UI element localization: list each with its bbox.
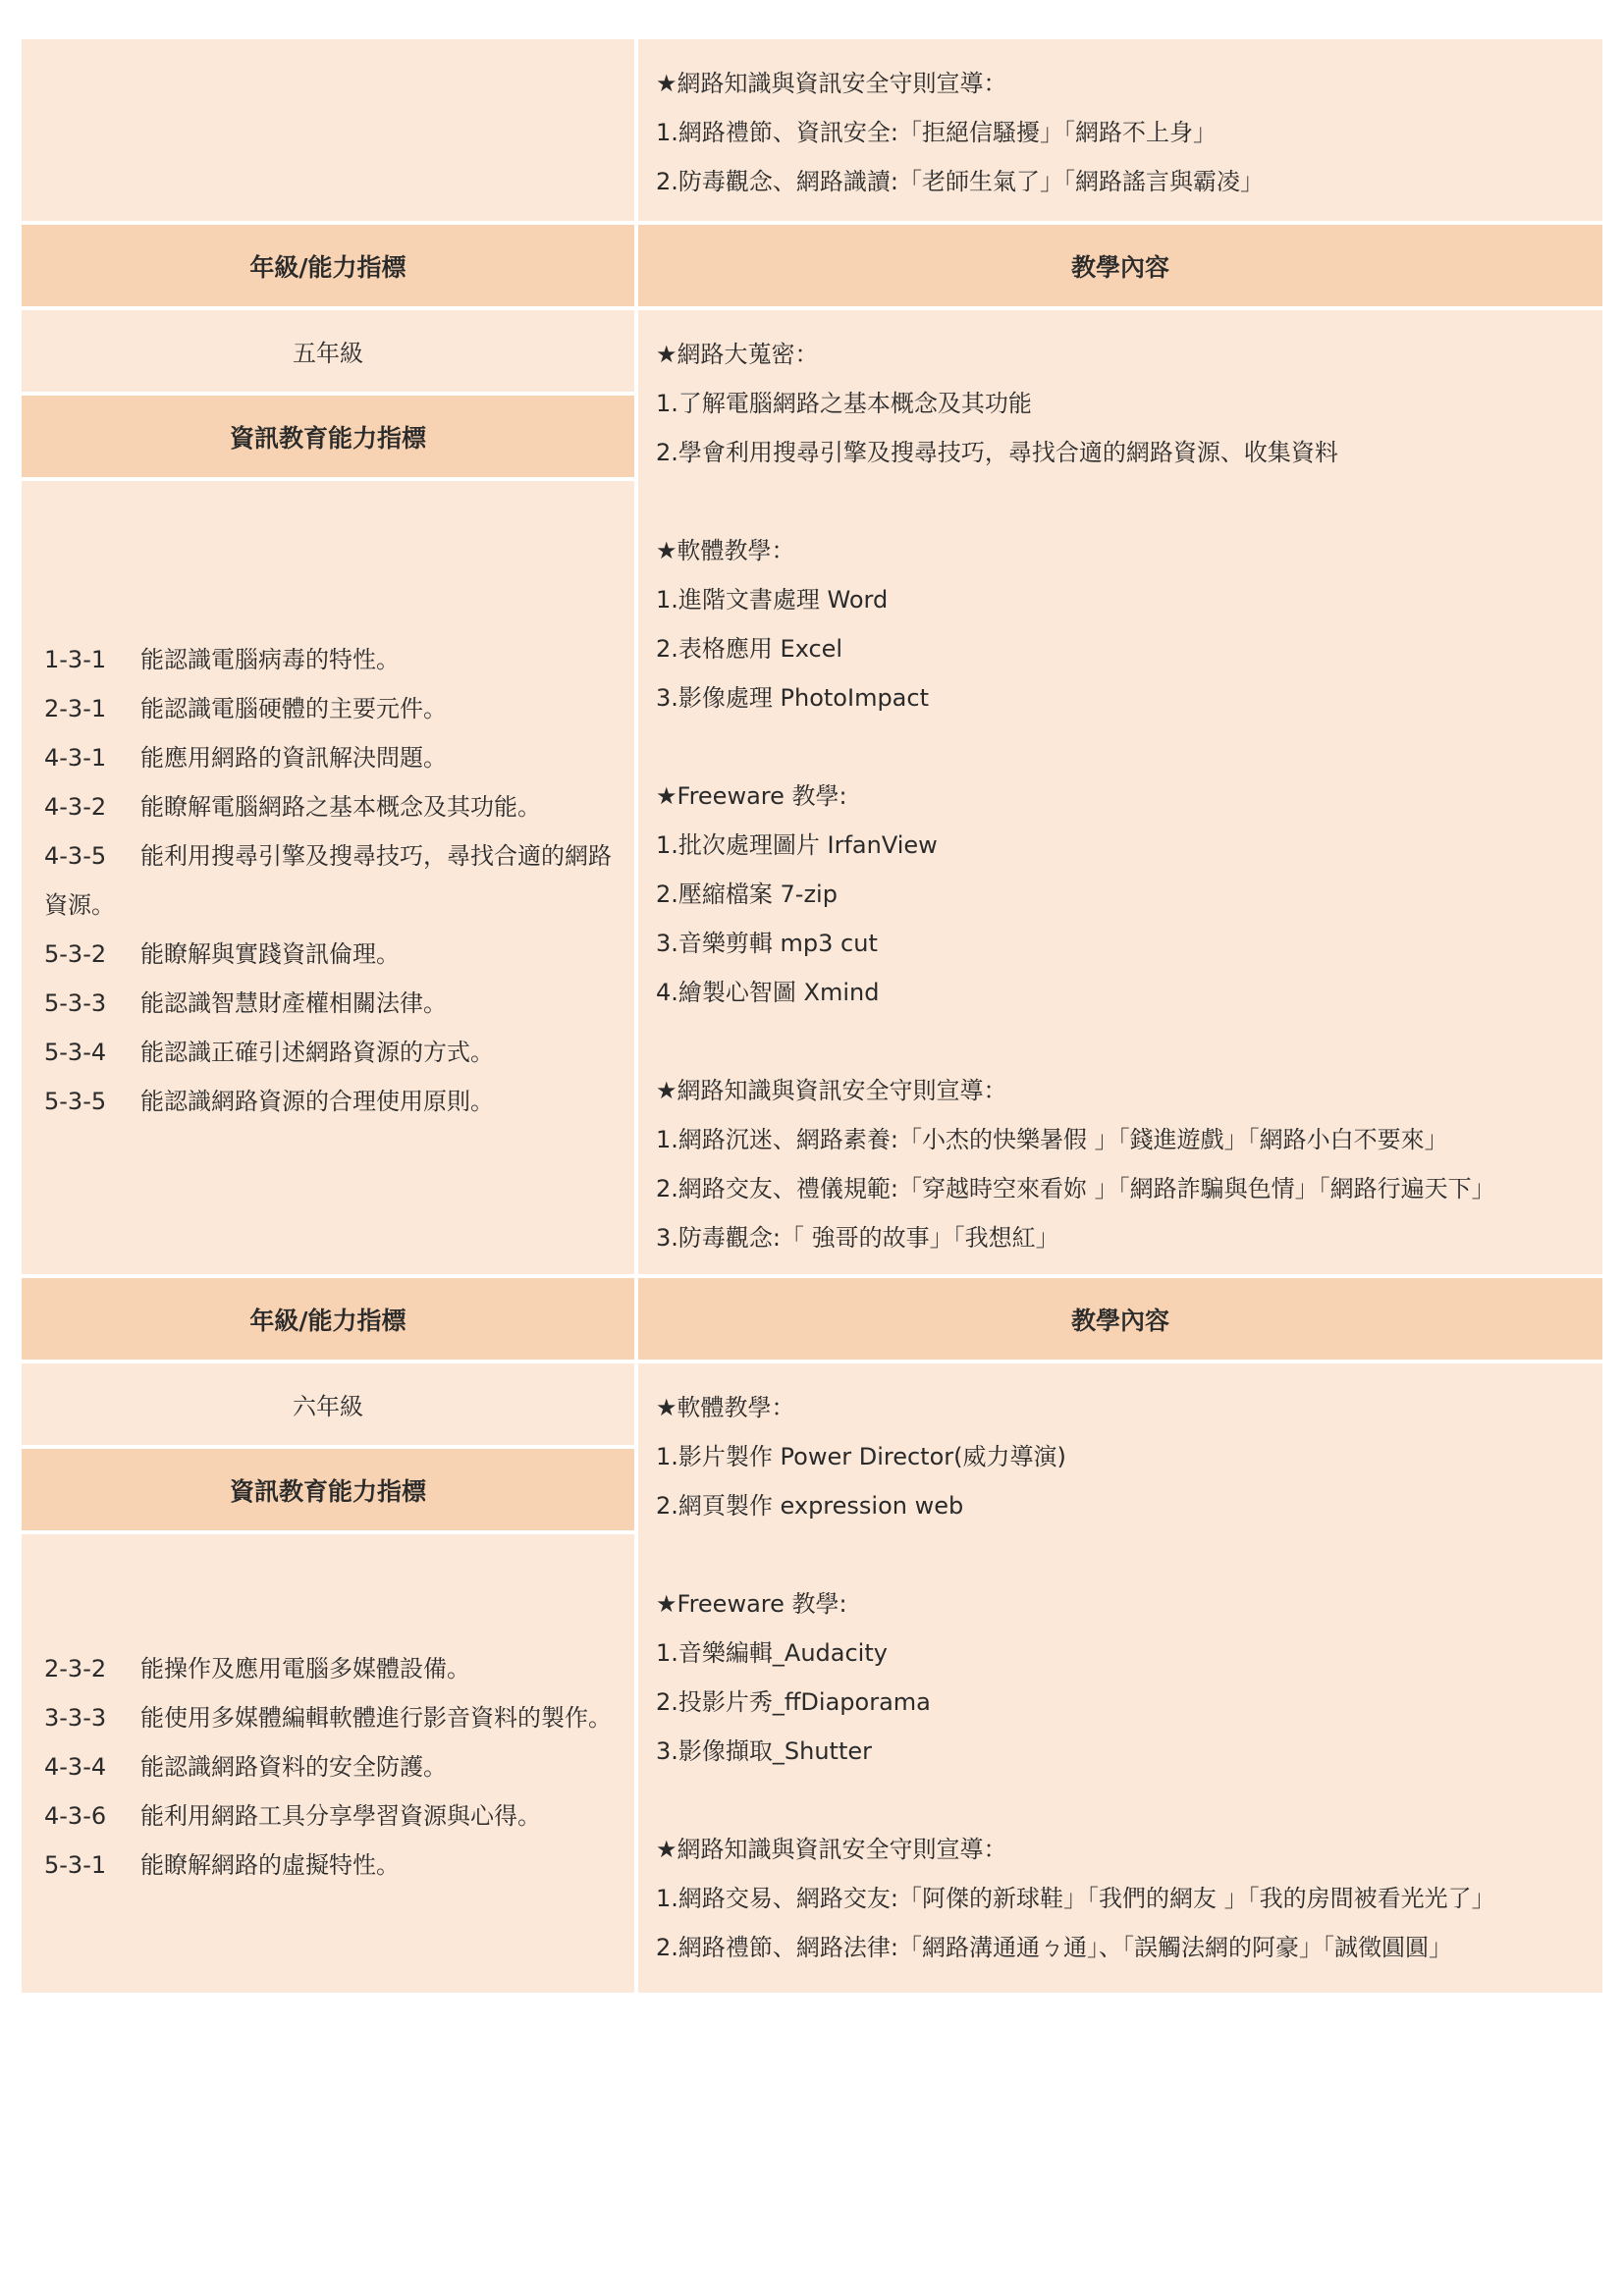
indicator-row-continuation: 資源。 bbox=[44, 891, 115, 919]
grade6-grade-label: 六年級 bbox=[293, 1393, 363, 1420]
grade6-indicators-cell bbox=[22, 1534, 634, 1993]
grade6-grade-cell bbox=[22, 1363, 634, 1445]
content-item: 2.網路禮節、網路法律:「網路溝通通ㄅ通」、「誤觸法網的阿豪」「誠徵圓圓」 bbox=[656, 1934, 1452, 1961]
grade6-indicator-list bbox=[44, 1644, 624, 1890]
indicator-row: 4-3-5 能利用搜尋引擎及搜尋技巧，尋找合適的網路 bbox=[44, 842, 612, 870]
content-heading: ★Freeware 教學: bbox=[656, 1590, 847, 1618]
content-item: 1.影片製作 Power Director(威力導演) bbox=[656, 1443, 1066, 1470]
carryover-content-cell bbox=[638, 39, 1602, 221]
content-heading: ★網路知識與資訊安全守則宣導： bbox=[656, 1836, 1007, 1863]
grade6-header-right-text: 教學內容 bbox=[1070, 1306, 1169, 1335]
content-item: 1.音樂編輯_Audacity bbox=[656, 1639, 888, 1667]
carryover-left-cell bbox=[22, 39, 634, 221]
grade5-header-left bbox=[22, 225, 634, 306]
content-item: 3.防毒觀念:「 強哥的故事」「我想紅」 bbox=[656, 1224, 1059, 1252]
indicator-row: 3-3-3 能使用多媒體編輯軟體進行影音資料的製作。 bbox=[44, 1704, 612, 1732]
grade5-header-right-text: 教學內容 bbox=[1070, 252, 1169, 282]
grade5-content-cell bbox=[638, 310, 1602, 1274]
content-item: 2.投影片秀_ffDiaporama bbox=[656, 1688, 931, 1716]
content-item: 1.網路沉迷、網路素養:「小杰的快樂暑假 」「錢進遊戲」「網路小白不要來」 bbox=[656, 1126, 1448, 1153]
content-item: 4.繪製心智圖 Xmind bbox=[656, 979, 880, 1006]
indicator-row: 4-3-2 能瞭解電腦網路之基本概念及其功能。 bbox=[44, 793, 541, 821]
grade5-content-list bbox=[638, 330, 1602, 1262]
grade5-indicator-title: 資訊教育能力指標 bbox=[229, 423, 426, 453]
content-item: 3.影像擷取_Shutter bbox=[656, 1737, 873, 1765]
grade5-indicators-cell bbox=[22, 481, 634, 1274]
content-item: 1.批次處理圖片 IrfanView bbox=[656, 831, 938, 859]
carryover-heading: ★網路知識與資訊安全守則宣導： bbox=[656, 70, 1007, 97]
content-heading: ★網路大蒐密： bbox=[656, 341, 819, 368]
grade6-content-list bbox=[638, 1383, 1602, 1972]
content-item: 2.表格應用 Excel bbox=[656, 635, 843, 663]
indicator-row: 5-3-5 能認識網路資源的合理使用原則。 bbox=[44, 1088, 494, 1115]
content-item: 1.進階文書處理 Word bbox=[656, 586, 889, 614]
content-item: 2.網頁製作 expression web bbox=[656, 1492, 964, 1520]
indicator-row: 1-3-1 能認識電腦病毒的特性。 bbox=[44, 646, 400, 673]
grade5-grade-label: 五年級 bbox=[293, 340, 363, 367]
carryover-item: 1.網路禮節、資訊安全:「拒絕信騷擾」「網路不上身」 bbox=[656, 119, 1217, 146]
content-item: 2.壓縮檔案 7-zip bbox=[656, 881, 838, 908]
indicator-row: 5-3-2 能瞭解與實踐資訊倫理。 bbox=[44, 940, 400, 968]
indicator-row: 2-3-2 能操作及應用電腦多媒體設備。 bbox=[44, 1655, 470, 1682]
grade6-header-left-text: 年級/能力指標 bbox=[249, 1306, 406, 1335]
carryover-item: 2.防毒觀念、網路識讀:「老師生氣了」「網路謠言與霸凌」 bbox=[656, 168, 1264, 195]
grade5-header-right bbox=[638, 225, 1602, 306]
content-heading: ★網路知識與資訊安全守則宣導： bbox=[656, 1077, 1007, 1104]
content-heading: ★Freeware 教學: bbox=[656, 782, 847, 810]
content-item: 3.影像處理 PhotoImpact bbox=[656, 684, 929, 712]
content-item: 2.網路交友、禮儀規範:「穿越時空來看妳 」「網路詐騙與色情」「網路行遍天下」 bbox=[656, 1175, 1495, 1202]
grade5-header-left-text: 年級/能力指標 bbox=[249, 252, 406, 282]
indicator-row: 5-3-4 能認識正確引述網路資源的方式。 bbox=[44, 1039, 494, 1066]
indicator-row: 4-3-6 能利用網路工具分享學習資源與心得。 bbox=[44, 1802, 541, 1830]
content-item: 1.網路交易、網路交友:「阿傑的新球鞋」「我們的網友 」「我的房間被看光光了」 bbox=[656, 1885, 1495, 1912]
grade6-content-cell bbox=[638, 1363, 1602, 1993]
indicator-row: 4-3-1 能應用網路的資訊解決問題。 bbox=[44, 744, 447, 772]
grade5-grade-cell bbox=[22, 310, 634, 392]
grade6-indicator-title: 資訊教育能力指標 bbox=[229, 1476, 426, 1506]
grade6-indicator-title-cell bbox=[22, 1449, 634, 1530]
indicator-row: 5-3-1 能瞭解網路的虛擬特性。 bbox=[44, 1851, 400, 1879]
grade5-indicator-list bbox=[44, 635, 624, 1126]
indicator-row: 2-3-1 能認識電腦硬體的主要元件。 bbox=[44, 695, 447, 722]
grade6-header-right bbox=[638, 1278, 1602, 1360]
grade6-header-left bbox=[22, 1278, 634, 1360]
content-item: 1.了解電腦網路之基本概念及其功能 bbox=[656, 390, 1032, 417]
indicator-row: 4-3-4 能認識網路資料的安全防護。 bbox=[44, 1753, 447, 1781]
indicator-row: 5-3-3 能認識智慧財產權相關法律。 bbox=[44, 989, 447, 1017]
content-heading: ★軟體教學： bbox=[656, 537, 795, 564]
content-heading: ★軟體教學： bbox=[656, 1394, 795, 1421]
content-item: 2.學會利用搜尋引擎及搜尋技巧，尋找合適的網路資源、收集資料 bbox=[656, 439, 1338, 466]
content-item: 3.音樂剪輯 mp3 cut bbox=[656, 930, 878, 957]
grade5-indicator-title-cell bbox=[22, 396, 634, 477]
